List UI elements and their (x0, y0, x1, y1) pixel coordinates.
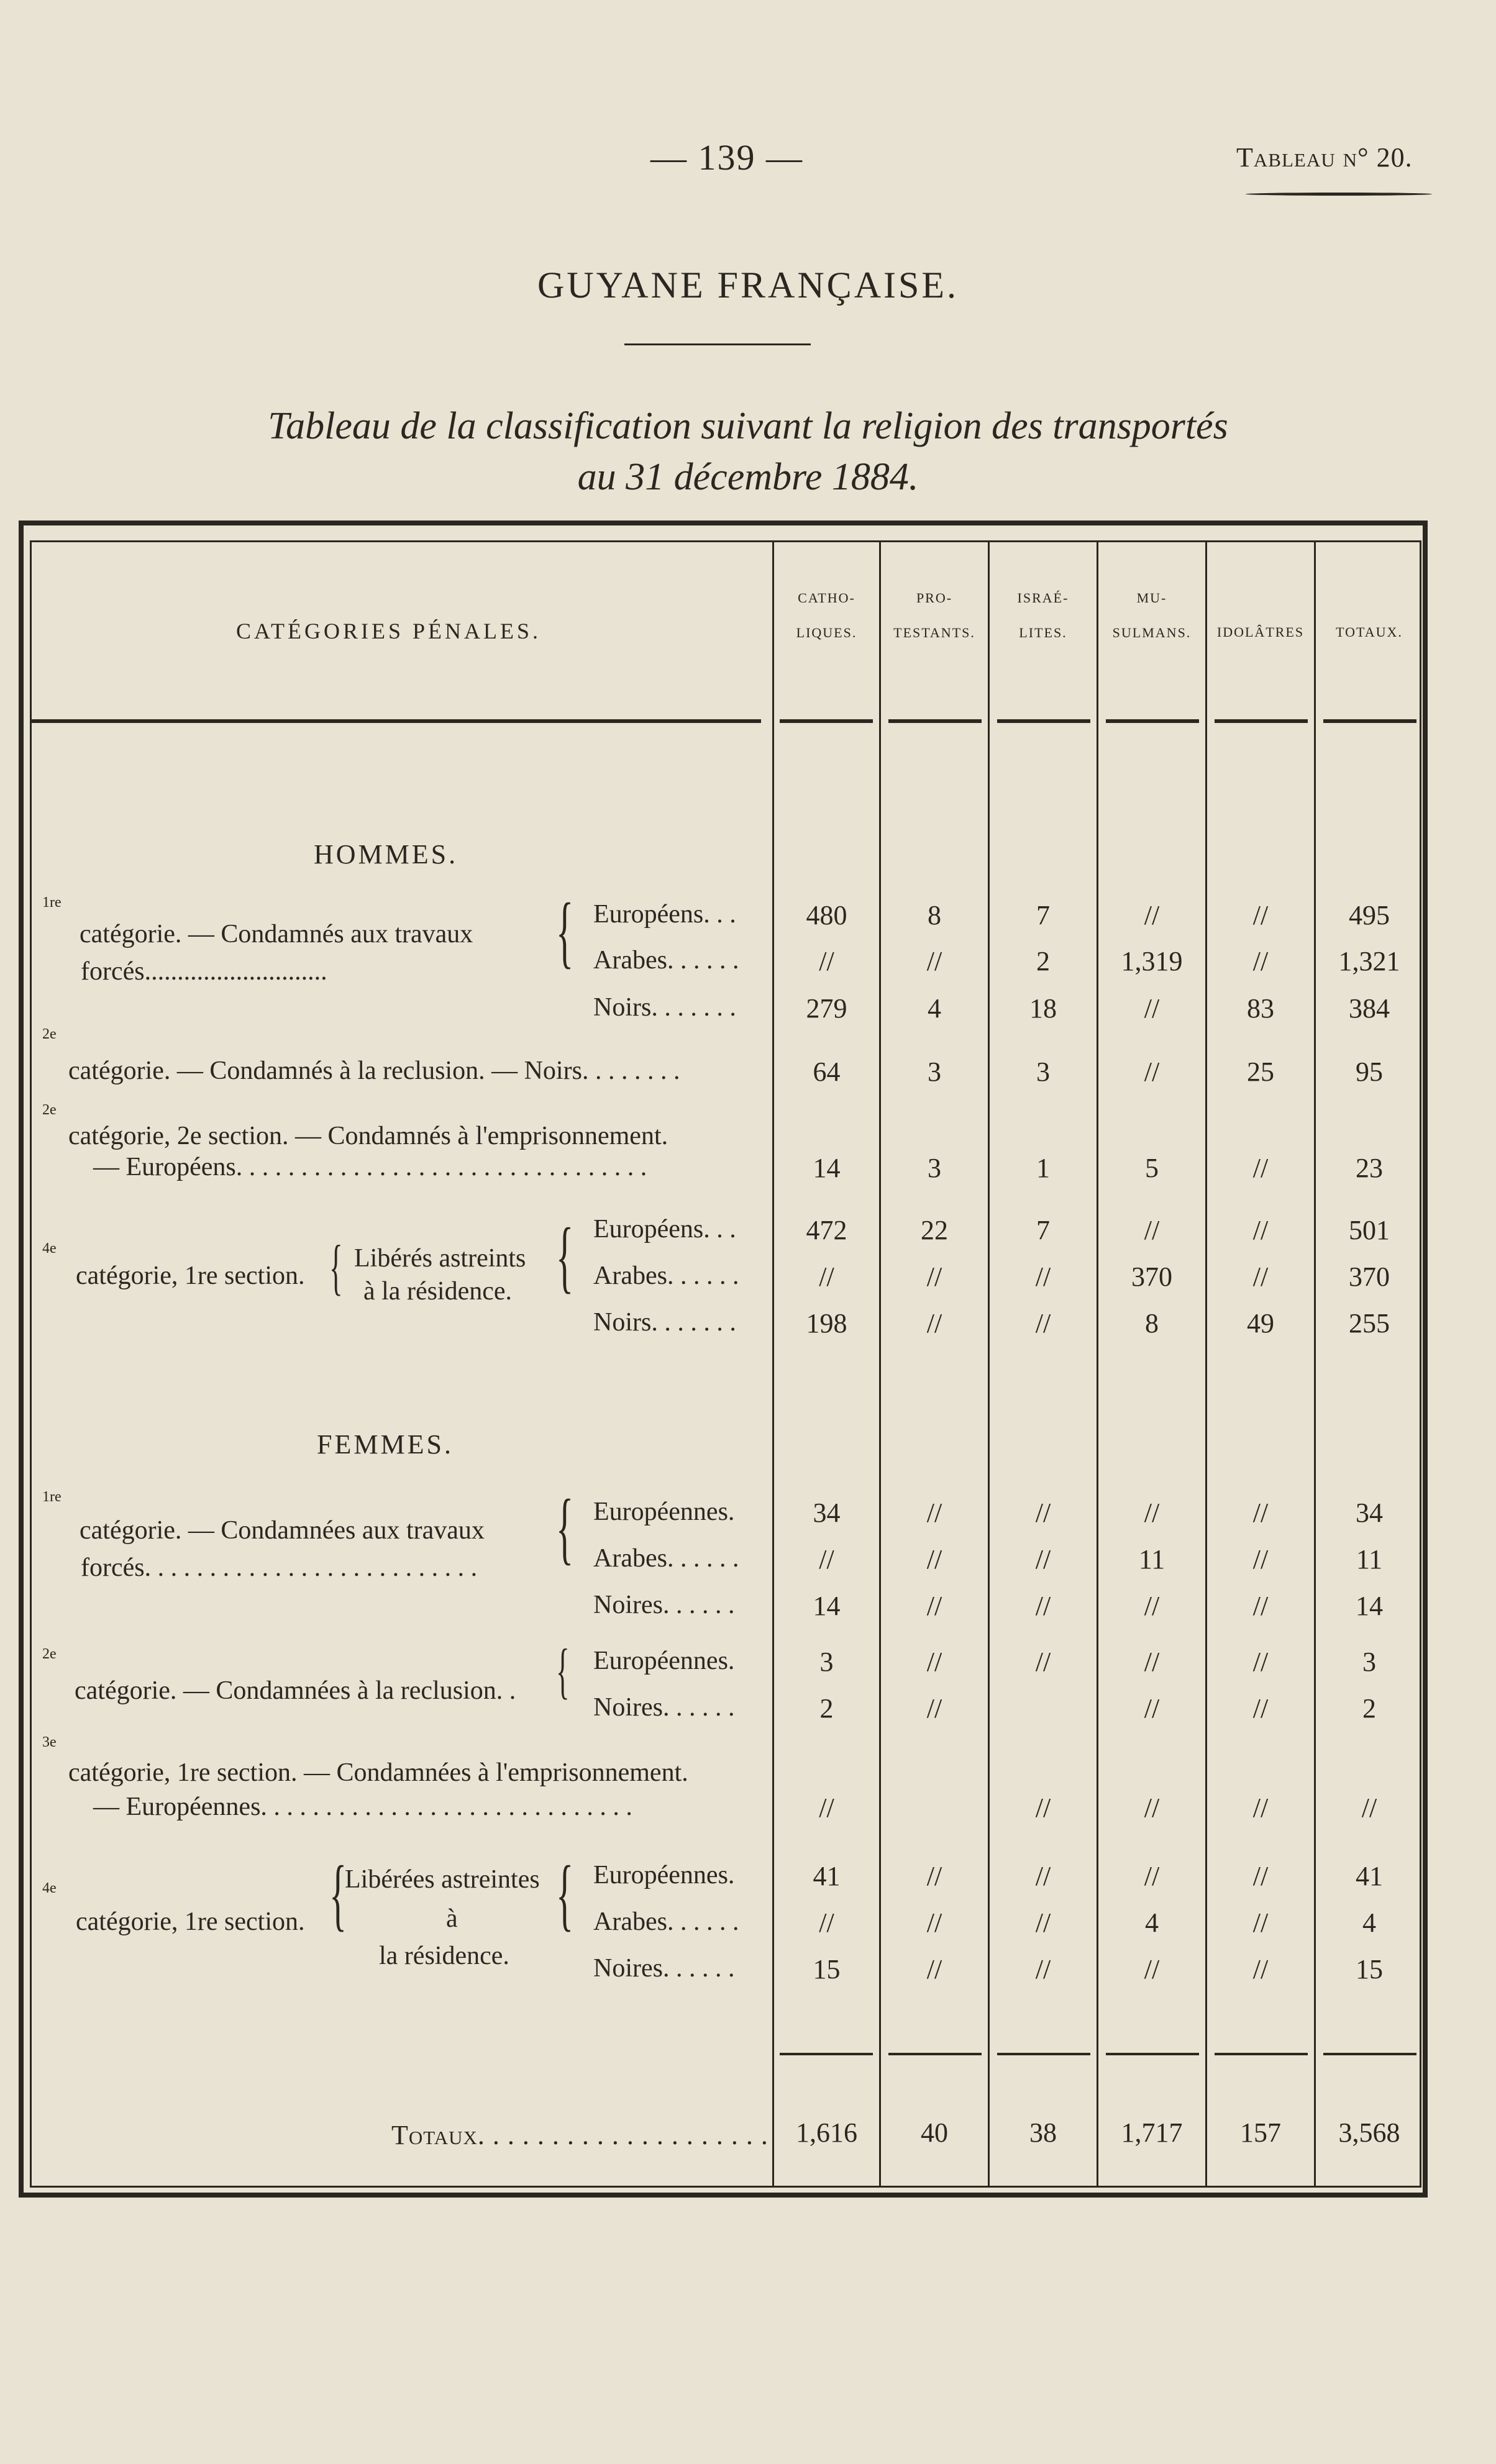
cell-idolatres: // (1252, 1693, 1269, 1724)
cell-idolatres: // (1252, 1544, 1269, 1575)
cell-totaux: 41 (1356, 1861, 1383, 1891)
cell-catholiques: 279 (806, 993, 847, 1024)
cell-idolatres: // (1252, 1793, 1269, 1823)
cell-catholiques: 15 (813, 1954, 841, 1984)
total-rule (1106, 2053, 1199, 2055)
header-line: MU- (1136, 590, 1167, 606)
cell-totaux: 3 (1362, 1647, 1376, 1677)
cell-musulmans: // (1144, 1591, 1160, 1621)
section-title-hommes: HOMMES. (314, 839, 458, 870)
page-title: GUYANE FRANÇAISE. (537, 265, 959, 306)
cell-catholiques: 34 (813, 1498, 841, 1528)
cell-protestants: // (926, 1262, 942, 1292)
cell-protestants: // (926, 1954, 942, 1984)
cell-musulmans: 1,319 (1121, 946, 1183, 976)
cell-idolatres: // (1252, 946, 1269, 976)
cell-catholiques: // (819, 1793, 834, 1823)
cell-israelites: 7 (1036, 1215, 1050, 1245)
cell-israelites: // (1035, 1954, 1051, 1984)
cell-idolatres: // (1252, 1262, 1269, 1292)
cell-musulmans: // (1144, 1215, 1160, 1245)
header-line: SULMANS. (1112, 625, 1192, 640)
cell-protestants: 3 (928, 1153, 941, 1183)
row-label: Arabes. . . . . . (593, 946, 739, 975)
cell-idolatres: 83 (1247, 993, 1274, 1024)
cell-totaux: 370 (1349, 1262, 1390, 1292)
brace: { (329, 1850, 347, 1939)
cell-protestants: // (926, 1591, 942, 1621)
femmes-cat3-label-2: — Européennes. . . . . . . . . . . . . . . . . . . . . . . . . . . . . (93, 1793, 632, 1821)
header-rule (888, 719, 982, 723)
header-rule (997, 719, 1090, 723)
cell-totaux: 501 (1349, 1215, 1390, 1245)
cell-israelites: 7 (1036, 900, 1050, 930)
cell-idolatres: // (1252, 1954, 1269, 1984)
cell-catholiques: 2 (819, 1693, 834, 1724)
cell-catholiques: // (819, 946, 834, 976)
column-header-categories: CATÉGORIES PÉNALES. (236, 619, 542, 643)
column-divider (772, 540, 774, 2188)
cell-israelites: // (1035, 1262, 1051, 1292)
cell-israelites: // (1035, 1861, 1051, 1891)
cell-catholiques: 14 (813, 1153, 841, 1183)
brace: { (556, 1212, 574, 1301)
total-idolatres: 157 (1240, 2117, 1281, 2148)
cell-catholiques: // (819, 1262, 834, 1292)
column-divider (988, 540, 990, 2188)
header-rule (1106, 719, 1199, 723)
header-line: ISRAÉ- (1017, 590, 1069, 606)
hommes-cat3-label: catégorie, 2e section. — Condamnés à l'emprisonnement. (68, 1122, 668, 1150)
femmes-liberees-label-3: la résidence. (379, 1942, 509, 1970)
column-divider (1314, 540, 1316, 2188)
cell-israelites: 3 (1036, 1057, 1050, 1087)
brace: { (556, 1850, 574, 1939)
column-header-totaux: TOTAUX. (1336, 624, 1403, 640)
hommes-cat3-label-2: — Européens. . . . . . . . . . . . . . . . . . . . . . . . . . . . . . . . (93, 1153, 647, 1181)
table-subtitle (0, 401, 1496, 502)
cell-catholiques: 64 (813, 1057, 841, 1087)
cell-israelites: // (1035, 1793, 1051, 1823)
hommes-cat4-label: catégorie, 1re section. (76, 1262, 305, 1290)
cell-musulmans: // (1144, 1954, 1160, 1984)
cell-israelites: 18 (1029, 993, 1057, 1024)
brace: { (556, 1636, 570, 1705)
total-musulmans: 1,717 (1121, 2117, 1183, 2148)
cell-musulmans: // (1144, 993, 1160, 1024)
cell-musulmans: 11 (1138, 1544, 1165, 1575)
total-israelites: 38 (1029, 2117, 1057, 2148)
cell-protestants: // (926, 1647, 942, 1677)
brace: { (329, 1232, 343, 1301)
cell-musulmans: // (1144, 1693, 1160, 1724)
cat-superscript: 4e (42, 1240, 57, 1257)
cell-totaux: 2 (1362, 1693, 1376, 1724)
cell-protestants: 22 (921, 1215, 948, 1245)
row-label: Arabes. . . . . . (593, 1544, 739, 1573)
cell-catholiques: // (819, 1907, 834, 1938)
cell-idolatres: 49 (1247, 1308, 1274, 1339)
subtitle-line-2: au 31 décembre 1884. (577, 456, 919, 498)
column-header-idolatres: IDOLÂTRES (1216, 624, 1305, 640)
cell-musulmans: // (1144, 900, 1160, 930)
row-label: Arabes. . . . . . (593, 1907, 739, 1936)
cell-totaux: // (1361, 1793, 1377, 1823)
cell-totaux: 255 (1349, 1308, 1390, 1339)
row-label: Noires. . . . . . (593, 1591, 735, 1619)
page-number: — 139 — (650, 137, 803, 178)
totals-label: Totaux. . . . . . . . . . . . . . . . . . . . (391, 2120, 769, 2150)
cell-protestants: // (926, 1907, 942, 1938)
cell-totaux: 495 (1349, 900, 1390, 930)
cell-catholiques: 198 (806, 1308, 847, 1339)
row-label: Noires. . . . . . (593, 1693, 735, 1722)
cell-musulmans: 5 (1145, 1153, 1159, 1183)
column-divider (1097, 540, 1098, 2188)
brace: { (556, 887, 574, 976)
femmes-cat1-label: catégorie. — Condamnées aux travaux (80, 1516, 485, 1545)
cell-catholiques: 41 (813, 1861, 841, 1891)
column-divider (879, 540, 881, 2188)
cell-musulmans: 370 (1131, 1262, 1172, 1292)
total-protestants: 40 (921, 2117, 948, 2148)
cell-totaux: 95 (1356, 1057, 1383, 1087)
cell-protestants: 4 (928, 993, 941, 1024)
cell-musulmans: // (1144, 1861, 1160, 1891)
cell-musulmans: // (1144, 1647, 1160, 1677)
cell-totaux: 1,321 (1338, 946, 1400, 976)
cell-totaux: 4 (1362, 1907, 1376, 1938)
cell-protestants: 8 (928, 900, 941, 930)
cell-catholiques: 14 (813, 1591, 841, 1621)
cell-catholiques: 480 (806, 900, 847, 930)
title-rule (624, 343, 811, 345)
header-line: CATHO- (798, 590, 855, 606)
header-line: PRO- (916, 590, 953, 606)
cell-israelites: // (1035, 1498, 1051, 1528)
cell-idolatres: // (1252, 1861, 1269, 1891)
cell-idolatres: // (1252, 900, 1269, 930)
hommes-cat1-label: catégorie. — Condamnés aux travaux (80, 920, 473, 948)
column-header-protestants (882, 581, 987, 650)
column-header-israelites (991, 581, 1095, 650)
femmes-cat2-label: catégorie. — Condamnées à la reclusion. . (75, 1676, 516, 1705)
header-line: TESTANTS. (893, 625, 975, 640)
cell-catholiques: 3 (819, 1647, 834, 1677)
cell-protestants: // (926, 1861, 942, 1891)
row-label: Européennes. (593, 1647, 735, 1675)
cat-superscript: 1re (42, 1489, 62, 1505)
cell-israelites: // (1035, 1647, 1051, 1677)
cat-superscript: 1re (42, 894, 62, 911)
cat-superscript: 2e (42, 1026, 57, 1042)
femmes-cat3-label: catégorie, 1re section. — Condamnées à l'emprisonnement. (68, 1758, 688, 1787)
row-label: Européens. . . (593, 1215, 736, 1243)
hommes-liberes-label: Libérés astreints (354, 1244, 526, 1273)
header-line: LITES. (1019, 625, 1067, 640)
cell-totaux: 15 (1356, 1954, 1383, 1984)
row-label: Européennes. (593, 1861, 735, 1889)
cell-idolatres: // (1252, 1907, 1269, 1938)
total-totaux: 3,568 (1338, 2117, 1400, 2148)
cell-israelites: 2 (1036, 946, 1050, 976)
cell-idolatres: 25 (1247, 1057, 1274, 1087)
header-rule (31, 719, 761, 723)
cell-israelites: // (1035, 1907, 1051, 1938)
total-rule (888, 2053, 982, 2055)
row-label: Européens. . . (593, 900, 736, 929)
cat-superscript: 2e (42, 1102, 57, 1118)
section-title-femmes: FEMMES. (317, 1429, 454, 1460)
cell-israelites: // (1035, 1544, 1051, 1575)
cell-idolatres: // (1252, 1498, 1269, 1528)
cat-superscript: 4e (42, 1880, 57, 1896)
cell-protestants: // (926, 1308, 942, 1339)
cell-totaux: 14 (1356, 1591, 1383, 1621)
row-label: Européennes. (593, 1498, 735, 1526)
row-label: Noires. . . . . . (593, 1954, 735, 1983)
header-rule (780, 719, 873, 723)
cell-protestants: // (926, 1544, 942, 1575)
cell-idolatres: // (1252, 1647, 1269, 1677)
cell-musulmans: 4 (1145, 1907, 1159, 1938)
hommes-liberes-label-2: à la résidence. (363, 1277, 513, 1306)
hommes-cat1-label-2: forcés............................ (81, 957, 327, 986)
cell-protestants: 3 (928, 1057, 941, 1087)
cell-israelites: 1 (1036, 1153, 1050, 1183)
cell-protestants: // (926, 946, 942, 976)
cell-totaux: 384 (1349, 993, 1390, 1024)
header-line: LIQUES. (796, 625, 857, 640)
cell-totaux: 34 (1356, 1498, 1383, 1528)
cell-musulmans: // (1144, 1793, 1160, 1823)
hommes-cat2-label: catégorie. — Condamnés à la reclusion. — Noirs. . . . . . . . (68, 1057, 680, 1085)
cat-superscript: 3e (42, 1734, 57, 1750)
header-rule (1215, 719, 1308, 723)
column-divider (1205, 540, 1207, 2188)
cat-superscript: 2e (42, 1646, 57, 1662)
cell-catholiques: // (819, 1544, 834, 1575)
brace: { (556, 1483, 574, 1573)
cell-musulmans: // (1144, 1498, 1160, 1528)
total-rule (1323, 2053, 1416, 2055)
cell-protestants: // (926, 1693, 942, 1724)
cell-idolatres: // (1252, 1215, 1269, 1245)
total-rule (1215, 2053, 1308, 2055)
femmes-cat4-label: catégorie, 1re section. (76, 1907, 305, 1936)
tableau-number: Tableau n° 20. (1236, 142, 1413, 173)
total-catholiques: 1,616 (796, 2117, 857, 2148)
row-label: Arabes. . . . . . (593, 1262, 739, 1290)
header-rule (1323, 719, 1416, 723)
cell-totaux: 11 (1356, 1544, 1383, 1575)
cell-idolatres: // (1252, 1153, 1269, 1183)
femmes-liberees-label-2: à (446, 1904, 458, 1933)
cell-catholiques: 472 (806, 1215, 847, 1245)
column-header-catholiques (775, 581, 878, 650)
tableau-underline (1246, 193, 1432, 196)
row-label: Noirs. . . . . . . (593, 1308, 736, 1337)
row-label: Noirs. . . . . . . (593, 993, 736, 1022)
cell-idolatres: // (1252, 1591, 1269, 1621)
cell-musulmans: 8 (1145, 1308, 1159, 1339)
cell-protestants: // (926, 1498, 942, 1528)
femmes-liberees-label: Libérées astreintes (345, 1865, 540, 1894)
total-rule (997, 2053, 1090, 2055)
cell-totaux: 23 (1356, 1153, 1383, 1183)
subtitle-line-1: Tableau de la classification suivant la religion des transportés (268, 405, 1228, 447)
column-header-musulmans (1100, 581, 1204, 650)
total-rule (780, 2053, 873, 2055)
table-inner-frame (30, 540, 1421, 2188)
cell-musulmans: // (1144, 1057, 1160, 1087)
cell-israelites: // (1035, 1308, 1051, 1339)
cell-israelites: // (1035, 1591, 1051, 1621)
femmes-cat1-label-2: forcés. . . . . . . . . . . . . . . . . . . . . . . . . . (81, 1553, 478, 1582)
